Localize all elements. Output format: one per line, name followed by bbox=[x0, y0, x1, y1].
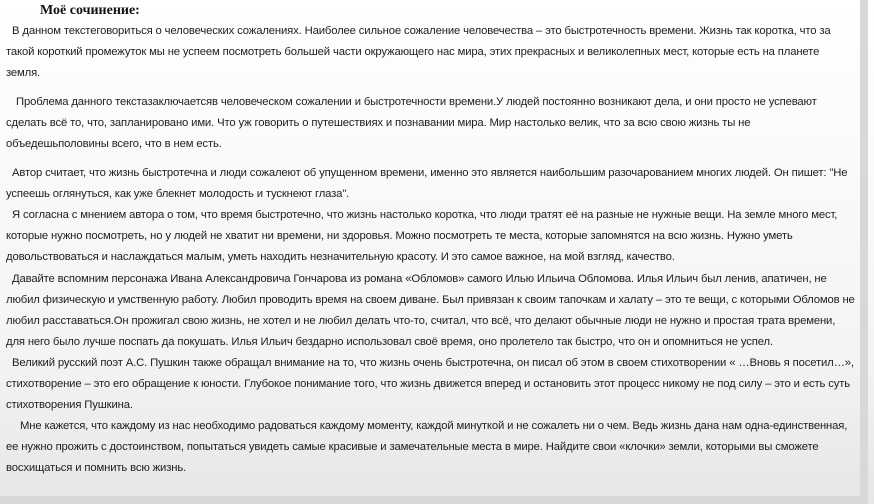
essay-paragraph-3: Автор считает, что жизнь быстротечна и люди сожалеют об упущенном времени, именно это является наибольшим разочарованием многих людей. Он пишет: "Не успеешь оглянуться, как уже блекнет молодость и тускнеют глаза". bbox=[6, 167, 848, 201]
essay-title: Моё сочинение: bbox=[40, 3, 140, 18]
essay-paragraph-1: В данном текстеговориться о человеческих сожалениях. Наиболее сильное сожаление человечества – это быстротечность времени. Жизнь так коротка, что за такой короткий промежуток мы не успеем посмотреть большей части окружающего нас мира, этих прекрасных и великолепных мест, которые есть на планете земля. bbox=[6, 25, 831, 80]
essay-paragraph-6: Великий русский поэт А.С. Пушкин также обращал внимание на то, что жизнь очень быстротечна, он писал об этом в своем стихотворении « …Вновь я посетил…», стихотворение – это его обращение к юности. Глубокое понимание того, что жизнь движется вперед и остановить этот процесс никому не под силу – это и есть суть стихотворения Пушкина. bbox=[6, 356, 854, 411]
essay-paragraph-4: Я согласна с мнением автора о том, что время быстротечно, что жизнь настолько коротка, что люди тратят её на разные не нужные вещи. На земле много мест, которые нужно посмотреть, но у людей не хватит ни времени, ни здоровья. Можно посмотреть те места, которые запомнятся на всю жизнь. Нужно уметь довольствоваться и наслаждаться малым, уметь находить незначительную красоту. И это самое важное, на мой взгляд, качество. bbox=[6, 209, 838, 264]
essay-paragraph-7: Мне кажется, что каждому из нас необходимо радоваться каждому моменту, каждой минуткой и не сожалеть ни о чем. Ведь жизнь дана нам одна-единственная, ее нужно прожить с достоинством, попытаться увидеть самые красивые и замечательные места в мире. Найдите свои «клочки» земли, которыми вы сможете восхищаться и помнить всю жизнь. bbox=[6, 419, 848, 474]
essay-paragraph-5: Давайте вспомним персонажа Ивана Александровича Гончарова из романа «Обломов» самого Илью Ильича Обломова. Илья Ильич был ленив, апатичен, не любил физическую и умственную работу. Любил проводить время на своем диване. Был привязан к своим тапочкам и халату – это те вещи, с которыми Обломов не любил расставаться.Он прожигал свою жизнь, не хотел и не любил делать что-то, считал, что всё, что делают обычные люди не нужно и простая трата времени, для него было лучше поспать да покушать. Илья Ильич бездарно использовал своё время, оно пролетело так быстро, что он и опомниться не успел. bbox=[6, 272, 855, 348]
essay-document bbox=[6, 1, 856, 479]
essay-paragraph-2: Проблема данного текстазаключаетсяв человеческом сожалении и быстротечности времени.У людей постоянно возникают дела, и они просто не успевают сделать всё то, что, запланировано ими. Что уж говорить о путешествиях и познавании мира. Мир настолько велик, что за всю свою жизнь ты не объедешьполовины всего, что в нем есть. bbox=[6, 96, 817, 151]
